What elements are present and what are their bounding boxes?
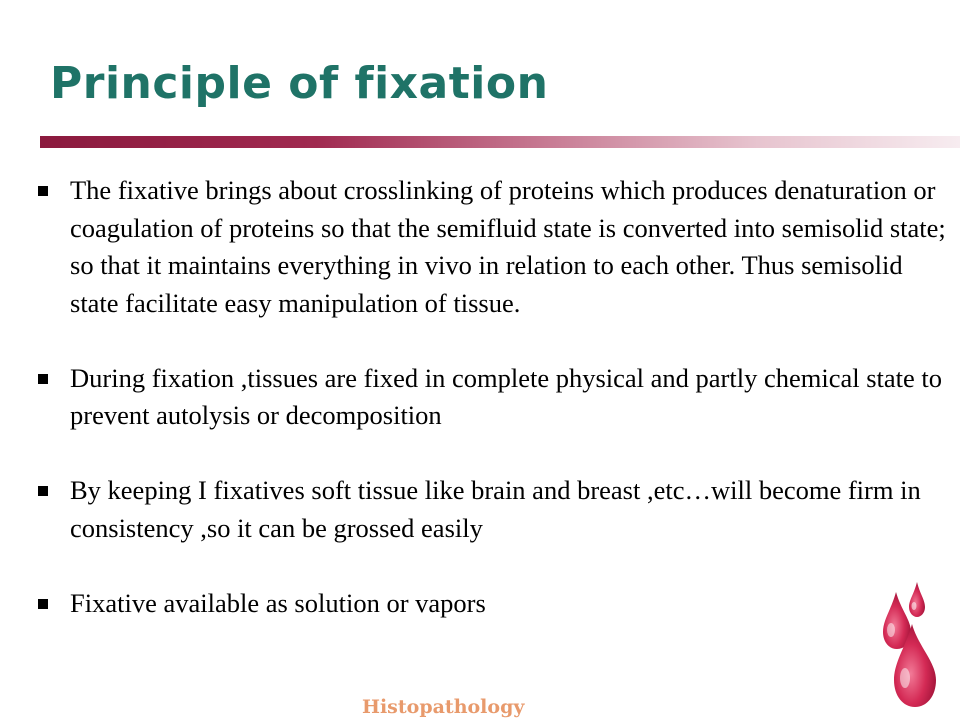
slide-title: Principle of fixation bbox=[50, 58, 549, 109]
bullet-item bbox=[36, 472, 946, 547]
bullet-list bbox=[36, 172, 946, 622]
bullet-text: Fixative available as solution or vapors bbox=[70, 587, 486, 618]
bullet-item bbox=[36, 360, 946, 435]
blood-drops-icon bbox=[870, 580, 960, 720]
square-bullet-icon bbox=[38, 186, 48, 196]
square-bullet-icon bbox=[38, 486, 48, 496]
square-bullet-icon bbox=[38, 599, 48, 609]
bullet-item bbox=[36, 172, 946, 322]
bullet-text: During fixation ,tissues are fixed in complete physical and partly chemical state to prevent autolysis or decomposition bbox=[70, 362, 943, 430]
square-bullet-icon bbox=[38, 374, 48, 384]
bullet-text: The fixative brings about crosslinking of proteins which produces denaturation or coagulation of proteins so that the semifluid state is converted into semisolid state; so that it maintains everything in vivo in relation to each other. Thus semisolid state facilitate easy manipulation of tissue. bbox=[70, 175, 946, 318]
footer-label: Histopathology bbox=[362, 696, 525, 718]
bullet-text: By keeping I fixatives soft tissue like brain and breast ,etc…will become firm in consistency ,so it can be grossed easily bbox=[70, 475, 921, 543]
bullet-item bbox=[36, 585, 946, 623]
title-divider bbox=[40, 136, 960, 148]
